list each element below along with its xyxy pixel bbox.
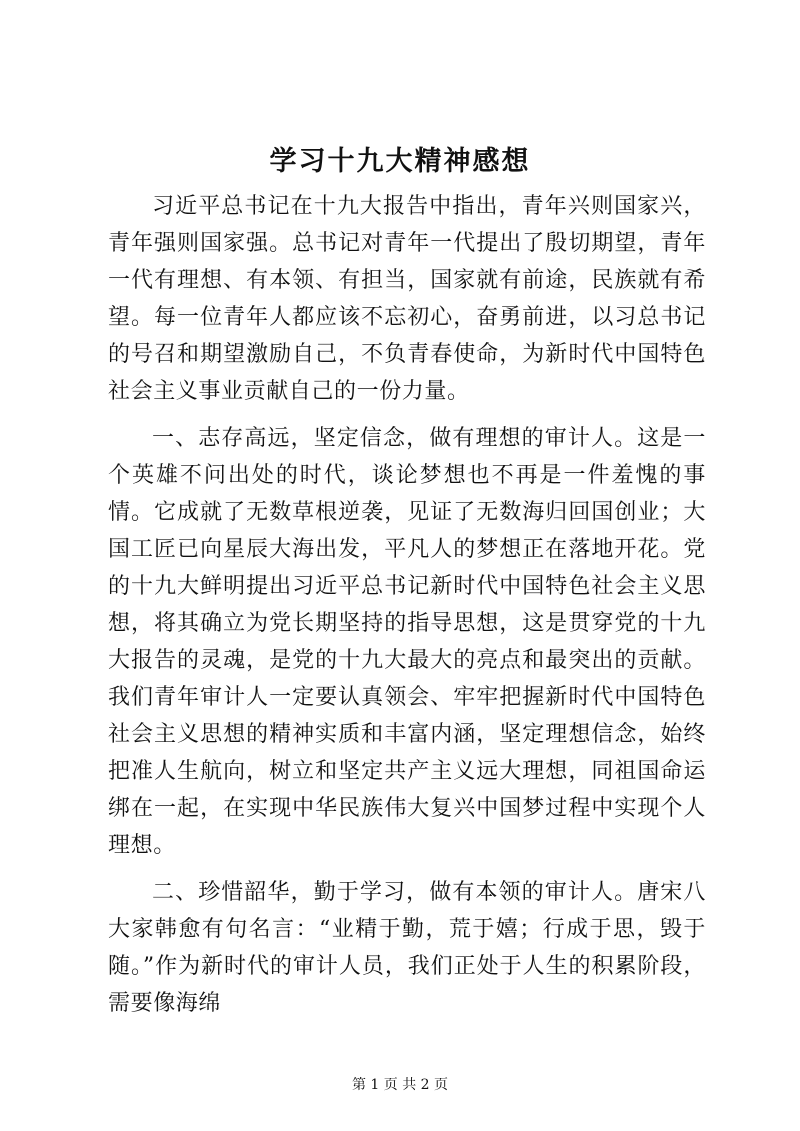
paragraph-intro: 习近平总书记在十九大报告中指出，青年兴则国家兴，青年强则国家强。总书记对青年一代提出了殷切期望，青年一代有理想、有本领、有担当，国家就有前途，民族就有希望。每一位青年人都应该不忘初心，奋勇前进，以习总书记的号召和期望激励自己，不负青春使命，为新时代中国特色社会主义事业贡献自己的一份力量。: [108, 194, 706, 404]
document-body: [108, 188, 706, 1022]
page-footer: 第 1 页 共 2 页: [351, 1077, 449, 1093]
document-title: 学习十九大精神感想: [269, 146, 531, 177]
paragraph-section-1: 一、志存高远，坚定信念，做有理想的审计人。这是一个英雄不问出处的时代，谈论梦想也不再是一件羞愧的事情。它成就了无数草根逆袭，见证了无数海归回国创业；大国工匠已向星辰大海出发，平凡人的梦想正在落地开花。党的十九大鲜明提出习近平总书记新时代中国特色社会主义思想，将其确立为党长期坚持的指导思想，这是贯穿党的十九大报告的灵魂，是党的十九大最大的亮点和最突出的贡献。我们青年审计人一定要认真领会、牢牢把握新时代中国特色社会主义思想的精神实质和丰富内涵，坚定理想信念，始终把准人生航向，树立和坚定共产主义远大理想，同祖国命运绑在一起，在实现中华民族伟大复兴中国梦过程中实现个人理想。: [108, 426, 706, 858]
paragraph-section-2: 二、珍惜韶华，勤于学习，做有本领的审计人。唐宋八大家韩愈有句名言：“业精于勤，荒于嬉；行成于思，毁于随。”作为新时代的审计人员，我们正处于人生的积累阶段，需要像海绵: [108, 880, 706, 1016]
